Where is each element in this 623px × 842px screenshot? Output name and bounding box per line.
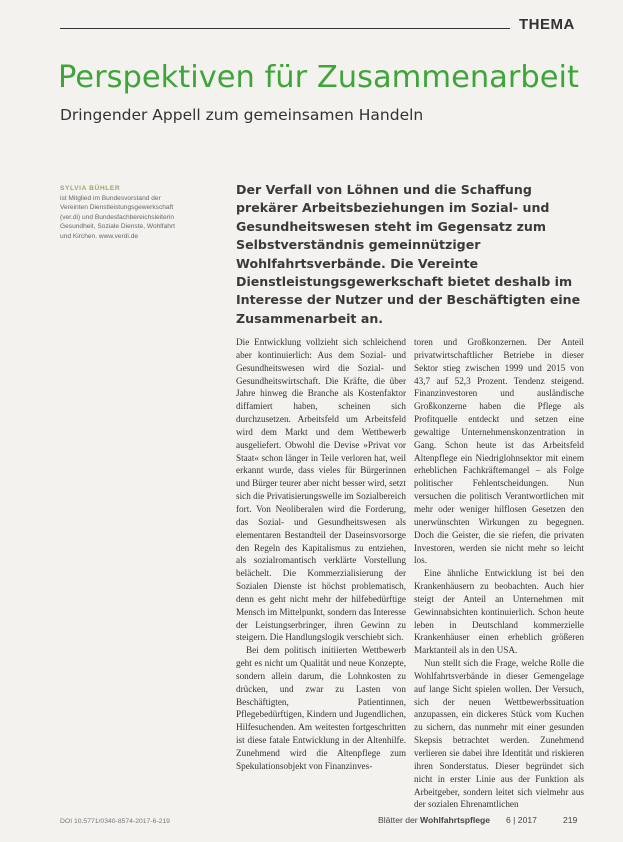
section-label: THEMA bbox=[519, 16, 575, 33]
issue-number: 6 | 2017 bbox=[506, 815, 537, 825]
body-paragraph: Eine ähnliche Entwicklung ist bei den Krankenhäusern zu beobachten. Auch hier steigt der Anteil an Unternehmen mit Gewinnabsichten kontinuierlich. Schon heute leben in Deutschland kommerzielle Krankenhäuser einen erheblich größeren Marktanteil als in den USA. bbox=[414, 568, 584, 656]
journal-title: Wohlfahrtspflege bbox=[420, 815, 491, 825]
body-paragraph: Nun stellt sich die Frage, welche Rolle die Wohlfahrtsverbände in dieser Gemengelage auf lange Sicht spielen wollen. Der Versuch, sich der neuen Wettbewerbssituation anzupassen, ein dickeres Stück vom Kuchen zu sichern, das nunmehr mit einer gesunden Skepsis betrachtet werden. Zunehmend verlieren sie dabei ihre Identität und riskieren ihren Sonderstatus. Dieser begründet sich nicht in erster Linie aus der Funktion als Arbeitgeber, sondern leitet sich vielmehr aus der sozialen Ehrenamtlichen bbox=[414, 658, 584, 810]
journal-name bbox=[378, 815, 490, 825]
body-paragraph: Die Entwicklung vollzieht sich schleichend aber kontinuierlich: Aus dem Sozial- und Gesundheitswesen wird die Sozial- und Gesundheitswirtschaft. Die Kräfte, die über Jahre hinweg die Branche als Kostenfaktor diffamiert haben, scheinen sich durchzusetzen. Arbeitsfeld um Arbeitsfeld wird dem Markt und dem Wettbewerb ausgeliefert. Obwohl die Devise »Privat vor Staat« schon länger in Teile verloren hat, weil erkannt wurde, dass vieles für Bürgerinnen und Bürger teurer aber nicht besser wird, setzt sich die Privatisierungswelle im Sozialbereich fort. Von Neoliberalen wird die Forderung, das Sozial- und Gesundheitswesen als elementaren Bestandteil der Daseinsvorsorge den Regeln des Kapitalismus zu entziehen, als sozialromantisch verklärte Vorstellung belächelt. Die Kommerzialisierung der Sozialen Dienste ist höchst problematisch, denn es geht nicht mehr der hilfebedürftige Mensch im Mittelpunkt, sondern das Interesse der Leistungserbringer, ihren Gewinn zu steigern. Die Handlungslogik verschiebt sich. bbox=[236, 337, 406, 643]
author-name: SYLVIA BÜHLER bbox=[60, 185, 121, 192]
author-bio: ist Mitglied im Bundesvorstand der Vereinten Dienstleistungsgewerkschaft (ver.di) und Bundesfachbereichsleiterin Gesundheit, Soziale Dienste, Wohlfahrt und Kirchen. www.verdi.de bbox=[60, 194, 175, 240]
body-column-left bbox=[236, 336, 406, 812]
article-subtitle: Dringender Appell zum gemeinsamen Handeln bbox=[60, 106, 424, 124]
header-rule bbox=[60, 28, 510, 29]
lead-paragraph: Der Verfall von Löhnen und die Schaffung prekärer Arbeitsbeziehungen im Sozial- und Gesundheitswesen steht im Gegensatz zum Selbstverständnis gemeinnütziger Wohlfahrtsverbände. Die Vereinte Dienstleistungsgewerkschaft bietet deshalb im Interesse der Nutzer und der Beschäftigten eine Zusammenarbeit an. bbox=[236, 182, 581, 326]
journal-prefix: Blätter der bbox=[378, 815, 421, 825]
author-box bbox=[60, 184, 185, 242]
body-column-right bbox=[414, 336, 584, 812]
page-number: 219 bbox=[563, 815, 578, 825]
body-paragraph: Bei dem politisch initiierten Wettbewerb geht es nicht um Qualität und neue Konzepte, sondern allein darum, die Lohnkosten zu drücken, und zwar zu Lasten von Beschäftigten, Patientinnen, Pflegebedürftigen, Kindern und Jugendlichen, Hilfesuchenden. Am weitesten fortgeschritten ist diese fatale Entwicklung in der Altenhilfe. Zunehmend wird die Altenpflege zum Spekulationsobjekt von Finanzinves- bbox=[236, 645, 406, 771]
doi-text: DOI 10.5771/0340-8574-2017-6-219 bbox=[60, 818, 170, 825]
article-title: Perspektiven für Zusammenarbeit bbox=[58, 60, 579, 95]
body-paragraph: toren und Großkonzernen. Der Anteil privatwirtschaftlicher Betriebe in dieser Sektor stieg zwischen 1999 und 2015 von 43,7 auf 52,3 Prozent. Tendenz steigend. Finanzinvestoren und ausländische Großkonzerne haben die Pflege als Profitquelle entdeckt und setzen eine gewaltige Unternehmenskonzentration in Gang. Schon heute ist das Arbeitsfeld Altenpflege ein Niedriglohnsektor mit einem erheblichen Fachkräftemangel – als Folge politischer Fehlentscheidungen. Nun versuchen die politisch Verantwortlichen mit mehr oder weniger hilflosen Gesetzen den unerwünschten Wirkungen zu begegnen. Doch die Geister, die sie riefen, die privaten Investoren, werden sie nicht mehr so leicht los. bbox=[414, 337, 584, 566]
